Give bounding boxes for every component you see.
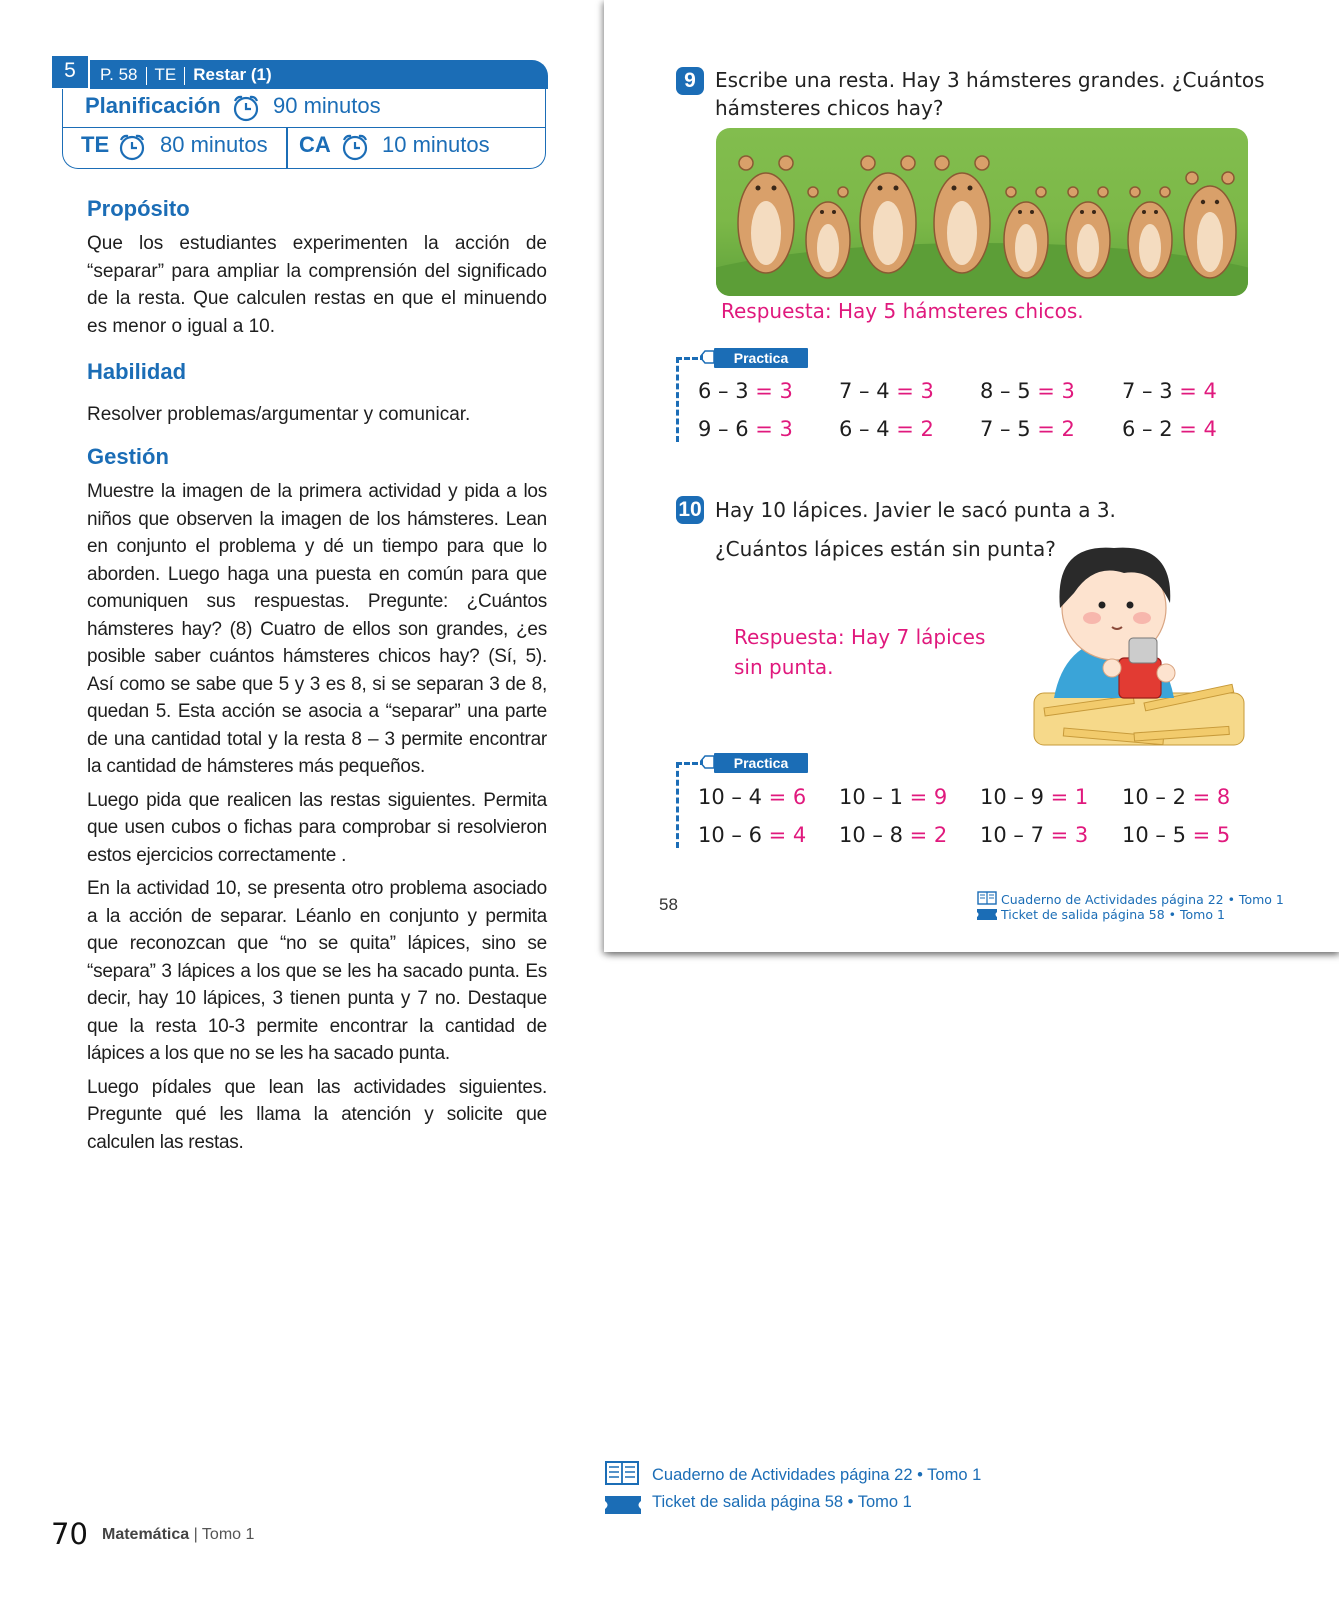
exit-ticket-ref: Ticket de salida página 58 • Tomo 1 — [1001, 907, 1225, 922]
planning-time: 90 minutos — [273, 93, 381, 118]
activity-book-ref: Cuaderno de Actividades página 22 • Tomo 1 — [1001, 892, 1284, 907]
lesson-title: Restar (1) — [193, 65, 272, 84]
exercise: 10 – 6 = 4 — [698, 823, 807, 847]
te-time: 80 minutos — [160, 132, 268, 157]
planning-label: Planificación — [85, 93, 221, 118]
exercise: 7 – 4 = 3 — [839, 379, 934, 403]
question-9-line1: Escribe una resta. Hay 3 hámsteres grandes. ¿Cuántos — [715, 68, 1265, 92]
proposito-heading: Propósito — [87, 196, 190, 221]
hamsters-illustration — [716, 128, 1248, 296]
question-10-line2: ¿Cuántos lápices están sin punta? — [715, 537, 1056, 561]
footer-tomo: Tomo 1 — [201, 1526, 255, 1543]
footer-page-number: 70 — [51, 1517, 88, 1551]
planning-row — [63, 89, 545, 128]
lesson-header-tab — [100, 64, 272, 86]
gestion-paragraph: Luego pida que realicen las restas siguientes. Permita que usen cubos o fichas para comprobar si resolvieron estos ejercicios correctamente . — [87, 789, 547, 866]
practica-label: Practica — [714, 753, 808, 773]
row-divider — [286, 127, 288, 168]
ca-label: CA — [299, 132, 331, 157]
question-10-answer-line1: Respuesta: Hay 7 lápices — [734, 625, 986, 649]
te-label: TE — [81, 132, 110, 157]
footer-text: Matemática | Tomo 1 — [102, 1526, 255, 1543]
exercise: 10 – 4 = 6 — [698, 785, 807, 809]
practica-bracket — [676, 357, 679, 442]
exercise: 7 – 3 = 4 — [1122, 379, 1217, 403]
gestion-paragraph: Luego pídales que lean las actividades siguientes. Pregunte qué les llama la atención y solicite que calculen las restas. — [87, 1076, 547, 1153]
planning-box — [62, 89, 546, 169]
question-10-line1: Hay 10 lápices. Javier le sacó punta a 3. — [715, 498, 1116, 522]
pencil-icon — [700, 753, 714, 771]
proposito-paragraph: Que los estudiantes experimenten la acción de “separar” para ampliar la comprensión del significado de la resta. Que calculen restas en que el minuendo es menor o igual a 10. — [87, 233, 547, 337]
practica-bracket — [676, 762, 679, 848]
exercise: 10 – 1 = 9 — [839, 785, 948, 809]
student-page — [604, 0, 1339, 952]
hamster-big — [738, 156, 794, 273]
question-10-badge: 10 — [676, 496, 704, 524]
ticket-icon — [977, 909, 997, 920]
exercise: 10 – 5 = 5 — [1122, 823, 1231, 847]
pencil-icon — [700, 348, 714, 366]
book-icon — [977, 891, 997, 905]
lesson-header-bar — [52, 60, 548, 89]
exercise: 10 – 7 = 3 — [980, 823, 1089, 847]
proposito-text — [87, 230, 547, 346]
exercise: 10 – 8 = 2 — [839, 823, 948, 847]
habilidad-text — [87, 401, 547, 435]
student-page-number: 58 — [659, 895, 678, 914]
clock-icon — [231, 93, 261, 123]
habilidad-heading: Habilidad — [87, 359, 187, 384]
question-9-answer: Respuesta: Hay 5 hámsteres chicos. — [721, 299, 1084, 323]
question-9-badge: 9 — [676, 67, 704, 95]
habilidad-paragraph: Resolver problemas/argumentar y comunicar. — [87, 404, 471, 425]
lesson-number: 5 — [52, 56, 90, 90]
exercise: 6 – 4 = 2 — [839, 417, 934, 441]
exercise: 10 – 9 = 1 — [980, 785, 1089, 809]
lesson-te: TE — [154, 65, 177, 84]
exercise: 6 – 2 = 4 — [1122, 417, 1217, 441]
hamsters-drawing — [716, 128, 1248, 296]
exercise: 6 – 3 = 3 — [698, 379, 793, 403]
lesson-header — [52, 60, 548, 170]
gestion-text — [87, 478, 547, 1162]
ca-time: 10 minutos — [382, 132, 490, 157]
activity-book-ref-bottom: Cuaderno de Actividades página 22 • Tomo 1 — [652, 1466, 982, 1484]
ticket-icon — [605, 1496, 641, 1514]
footer-subject: Matemática — [102, 1526, 190, 1543]
exercise: 7 – 5 = 2 — [980, 417, 1075, 441]
clock-icon — [117, 132, 147, 162]
gestion-paragraph: En la actividad 10, se presenta otro problema asociado a la acción de separar. Léanlo en conjunto y permita que reconozcan que “no se quita” lápices, sino se “separa” 3 lápices a los que se les ha sacado punta. Es decir, hay 10 lápices, 3 tienen punta y 7 no. Destaque que la resta 10-3 permite encontrar la cantidad de lápices a los que no se les ha sacado punta. — [87, 878, 547, 1064]
practica-label: Practica — [714, 348, 808, 368]
exit-ticket-ref-bottom: Ticket de salida página 58 • Tomo 1 — [652, 1493, 912, 1511]
boy-sharpening-illustration — [1024, 523, 1254, 755]
lesson-page: P. 58 — [100, 65, 138, 84]
clock-icon — [340, 132, 370, 162]
gestion-heading: Gestión — [87, 444, 169, 469]
question-10-answer-line2: sin punta. — [734, 655, 834, 679]
exercise: 8 – 5 = 3 — [980, 379, 1075, 403]
gestion-paragraph: Muestre la imagen de la primera actividad y pida a los niños que observen la imagen de los hámsteres. Lean en conjunto el problema y dé un tiempo para que lo aborden. Luego haga una puesta en común para que comuniquen sus respuestas. Pregunte: ¿Cuántos hámsteres hay? (8) Cuatro de ellos son grandes, ¿es posible saber cuántos hámsteres chicos hay? (Sí, 5). Así como se sabe que 5 y 3 es 8, si se separan 3 de 8, quedan 5. Esta acción se asocia a “separar” una parte de una cantidad total y la resta 8 – 3 permite encontrar la cantidad de hámsteres más pequeños. — [87, 481, 547, 777]
exercise: 9 – 6 = 3 — [698, 417, 793, 441]
exercise: 10 – 2 = 8 — [1122, 785, 1231, 809]
question-9-line2: hámsteres chicos hay? — [715, 96, 944, 120]
book-icon — [605, 1461, 639, 1485]
te-ca-row — [63, 127, 545, 168]
